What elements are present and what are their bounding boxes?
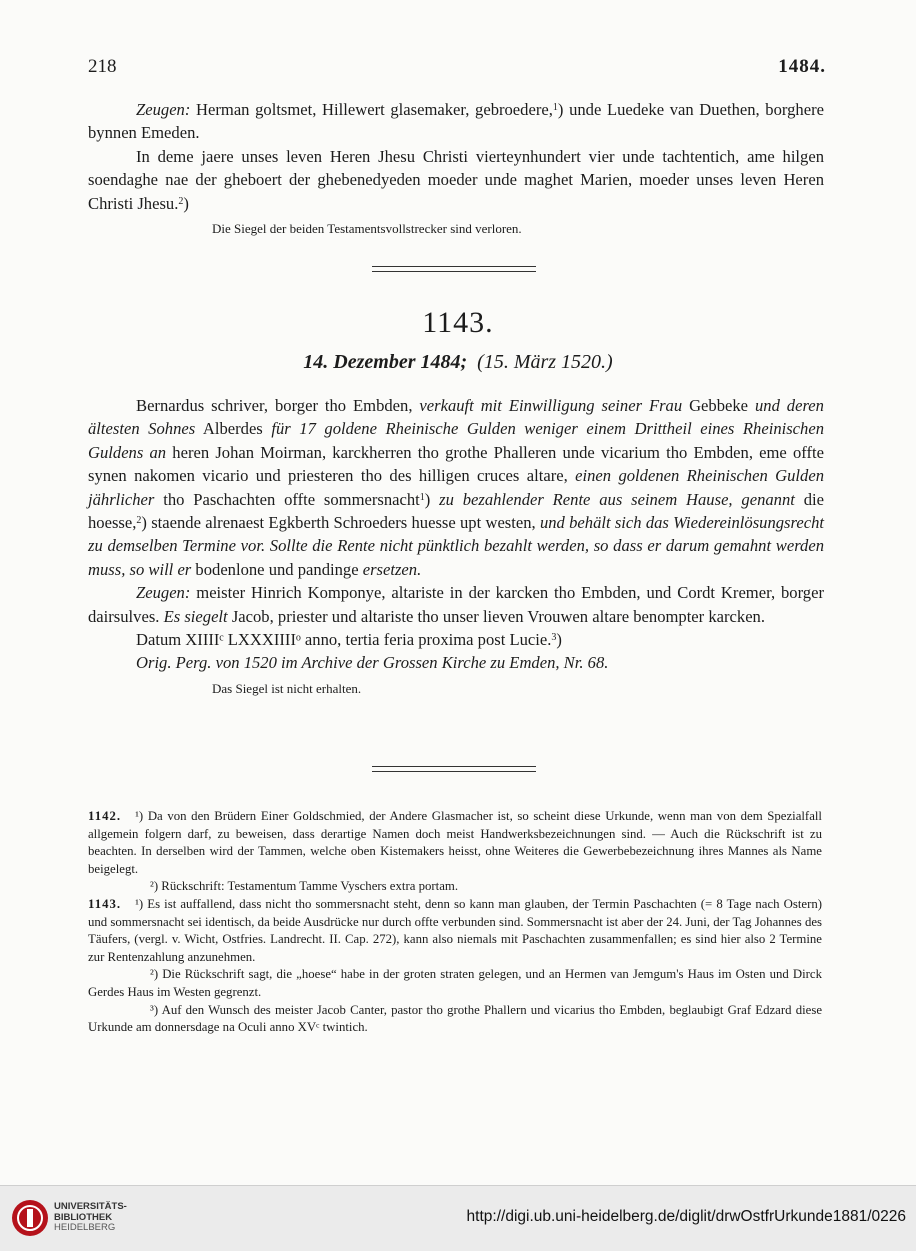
footnote-1142-1: [88, 808, 822, 878]
body-text: Bernardus schriver, borger tho Embden,: [136, 396, 413, 415]
body-text: tho Paschachten offte sommersnacht: [163, 489, 420, 509]
university-seal-icon: [10, 1198, 50, 1238]
source-line: [88, 651, 824, 674]
running-year: 1484.: [778, 56, 826, 77]
seal-note: Das Siegel ist nicht erhalten.: [212, 680, 362, 696]
footnote-doc-ref: 1143.: [88, 896, 122, 911]
footnote-ref: 3: [551, 632, 557, 644]
footnote-text: ¹) Es ist auffallend, dass nicht tho sommersnacht steht, denn so kann man glauben, der Termin Paschachten (= 8 Tage nach Ostern) und sommersnacht sei identisch, da beide Ausdrücke nur durch offte verbunden sind. Sommersnacht ist aber der 24. Juni, der Tag Johannes des Täufers, (vergl. v. Wicht, Ostfries. Landrecht. II. Cap. 272), kann also niemals mit Paschachten zusammenfallen; es sind hier also 2 Termine zur Rentenzahlung anzunehmen.: [88, 896, 822, 964]
witness-text: Jacob, priester und altariste tho unser lieven Vrouwen altare benompter karcken.: [231, 606, 765, 626]
source-text: Orig. Perg. von 1520 im Archive der Grossen Kirche zu Emden, Nr. 68.: [136, 653, 609, 673]
body-italic: zu bezahlender Rente aus seinem Hause, genannt: [439, 489, 795, 509]
body-italic: und behält sich das Wiedereinlösungsrecht zu demselben Termine vor. Sollte die Rente nicht pünktlich bezahlt werden, so dass er darum gemahnt werden muss, so will er: [88, 513, 824, 579]
body-text: bodenlone und pandinge: [195, 559, 359, 579]
viewer-footer-bar: [0, 1185, 916, 1251]
dating-text: In deme jaere unses leven Heren Jhesu Christi vierteynhundert vier unde tachtentich, ame hilgen soendaghe nae der gheboert der ghebenedyeden moeder unde maghet Marien, moeder unses leven Heren Christi Jhesu.: [88, 146, 824, 213]
permalink-url[interactable]: http://digi.ub.uni-heidelberg.de/diglit/drwOstfrUrkunde1881/0226: [466, 1208, 906, 1225]
document-body: [88, 394, 824, 700]
document-number: 1143.: [422, 306, 494, 339]
library-logo-text[interactable]: [54, 1202, 164, 1234]
footnote-ref: 2: [136, 515, 142, 527]
body-italic: verkauft mit Einwilligung seiner Frau: [419, 396, 683, 415]
footnote-text: ¹) Da von den Brüdern Einer Goldschmied, der Andere Glasmacher ist, so scheint diese Urkunde, wenn man von dem Spezialfall allgemein folgern darf, zu beweisen, dass derartige Namen doch meist Handwerksbezeichnungen sind. — Auch die Rückschrift ist zu beachten. In derselben wird der Tammen, welche oben Kistemakers heisst, ohne Weiteres die Gewerbebezeichnung ihres Mannes als Name beigelegt.: [88, 809, 822, 876]
footnote-1143-3: ³) Auf den Wunsch des meister Jacob Canter, pastor tho grothe Phallern und vicarius tho Embden, beglaubigt Graf Edzard diese Urkunde am donnersdage na Oculi anno XVᶜ twintich.: [88, 1002, 822, 1035]
footnote-1143-2: ²) Die Rückschrift sagt, die „hoese“ habe in der groten straten gelegen, und an Hermen van Jemgum's Haus im Osten und Dirck Gerdes Haus im Westen gegrenzt.: [88, 967, 822, 999]
footnote-ref: 2: [178, 195, 184, 207]
witness-label: Zeugen:: [136, 583, 191, 603]
witness-paragraph: Zeugen: Herman goltsmet, Hillewert glasemaker, gebroedere,$^1$) unde Luedeke van Duethen, borghere bynnen Emeden.: [88, 100, 824, 143]
body-italic: und deren ältesten Sohnes: [88, 396, 824, 439]
section-divider: [372, 766, 536, 772]
body-italic: Es siegelt: [163, 606, 228, 626]
dating-paragraph: In deme jaere unses leven Heren Jhesu Christi vierteynhundert vier unde tachtentich, ame hilgen soendaghe nae der gheboert der ghebenedyeden moeder unde maghet Marien, moeder unses leven Heren Christi Jhesu.$^2$): [88, 146, 824, 213]
datum-line: Datum XIIIIᶜ LXXXIIIIᵒ anno, tertia feria proxima post Lucie.$^3$): [136, 630, 562, 650]
body-italic: für 17 goldene Rheinische Gulden weniger einem Drittheil eines Rheinischen Guldens an: [88, 419, 825, 462]
body-text: Gebbeke: [689, 396, 749, 415]
witness-text: meister Hinrich Komponye, altariste in der karcken tho Embden, und Cordt Kremer, borger dairsulves.: [88, 583, 824, 626]
witness-text-continued: unde Luedeke van Duethen, borghere bynnen Emeden.: [88, 100, 824, 143]
footnote-1142-2: ²) Rückschrift: Testamentum Tamme Vyschers extra portam.: [150, 879, 459, 894]
logo-line: BIBLIOTHEK: [54, 1211, 113, 1223]
datum-text: Datum XIIIIᶜ LXXXIIIIᵒ anno, tertia feria proxima post Lucie.: [136, 630, 552, 650]
regest-paragraph: Bernardus schriver, borger tho Embden, verkauft mit Einwilligung seiner Frau Gebbeke und deren ältesten Sohnes Alberdes für 17 goldene Rheinische Gulden weniger einem Drittheil eines Rheinischen Guldens an heren Johan Moirman, karckherren tho grothe Phalleren unde vicarium tho Embden, eme offte synen nakomen vicario und priesteren tho des hilligen cruces altare, einen goldenen Rheinischen Gulden jährlicher tho Paschachten offte sommersnacht$^1$) zu bezahlender Rente aus seinem Hause, genannt die hoesse,$^2$) staende alrenaest Egkberth Schroeders huesse upt westen, und behält sich das Wiedereinlösungsrecht zu demselben Termine vor. Sollte die Rente nicht pünktlich bezahlt werden, so dass er darum gemahnt werden muss, so will er bodenlone und pandinge ersetzen.: [88, 396, 825, 579]
page-number: 218: [88, 56, 117, 77]
date-main: 14. Dezember 1484;: [303, 351, 468, 373]
page-header: [88, 56, 826, 82]
body-text: Alberdes: [202, 419, 263, 439]
witnesses-paragraph: [88, 581, 824, 628]
logo-line: HEIDELBERG: [54, 1222, 116, 1233]
footnote-ref: 1: [419, 491, 425, 503]
body-text: die hoesse,: [88, 489, 824, 533]
witness-label: Zeugen:: [136, 100, 191, 119]
footnotes: [88, 808, 822, 1037]
footnote-1143-1: [88, 896, 822, 966]
previous-document-ending: [88, 98, 824, 240]
body-text: staende alrenaest Egkberth Schroeders huesse upt westen,: [151, 513, 536, 533]
body-italic: einen goldenen Rheinischen Gulden jährlicher: [88, 466, 824, 509]
footnote-doc-ref: 1142.: [88, 809, 122, 823]
document-date: [0, 351, 916, 374]
witness-text: Herman goltsmet, Hillewert glasemaker, gebroedere,: [196, 100, 553, 119]
section-divider: [372, 266, 536, 272]
body-italic: ersetzen.: [362, 559, 422, 579]
footnote-ref: 1: [552, 102, 558, 113]
logo-line: UNIVERSITÄTS-: [54, 1201, 127, 1212]
body-text: heren Johan Moirman, karckherren tho grothe Phalleren unde vicarium tho Embden, eme offte synen nakomen vicario und priesteren tho des hilligen cruces altare,: [88, 442, 824, 486]
seal-note: Die Siegel der beiden Testamentsvollstrecker sind verloren.: [212, 221, 522, 237]
date-alternative: (15. März 1520.): [477, 351, 613, 373]
